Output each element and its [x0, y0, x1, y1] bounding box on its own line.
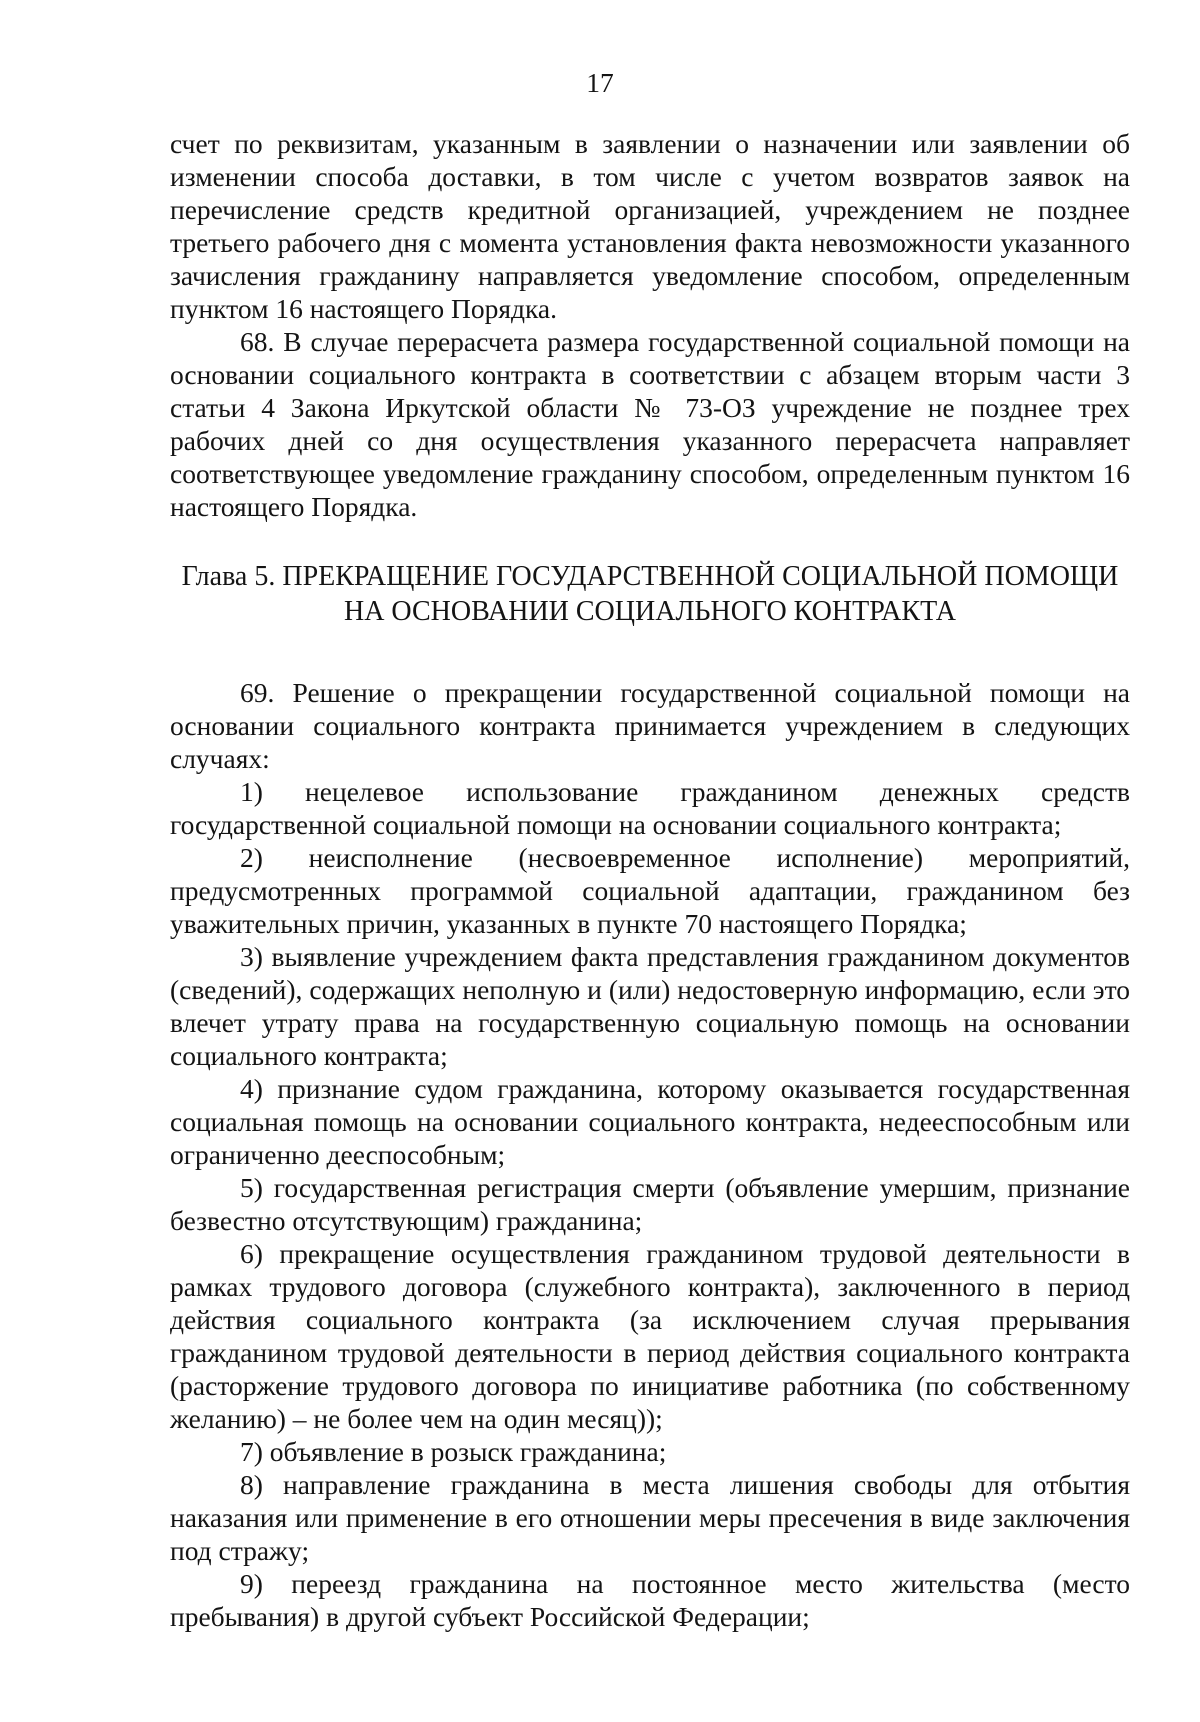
list-item-4: 4) признание судом гражданина, которому оказывается государственная социальная помощь на основании социального контракта, недееспособным или ограниченно дееспособным;: [170, 1073, 1130, 1170]
paragraph-68: 68. В случае перерасчета размера государственной социальной помощи на основании социального контракта в соответствии с абзацем вторым части 3 статьи 4 Закона Иркутской области № 73-ОЗ учреждение не позднее трех рабочих дней со дня осуществления указанного перерасчета направляет соответствующее уведомление гражданину способом, определенным пунктом 16 настоящего Порядка.: [170, 326, 1130, 522]
document-body: [170, 127, 1130, 1633]
list-item-8: 8) направление гражданина в места лишения свободы для отбытия наказания или применение в его отношении меры пресечения в виде заключения под стражу;: [170, 1469, 1130, 1566]
list-item-9: 9) переезд гражданина на постоянное место жительства (место пребывания) в другой субъект Российской Федерации;: [170, 1568, 1130, 1632]
paragraph-continuation: счет по реквизитам, указанным в заявлении о назначении или заявлении об изменении способа доставки, в том числе с учетом возвратов заявок на перечисление средств кредитной организацией, учреждением не позднее третьего рабочего дня с момента установления факта невозможности указанного зачисления гражданину направляется уведомление способом, определенным пунктом 16 настоящего Порядка.: [170, 128, 1130, 324]
paragraph-69: 69. Решение о прекращении государственной социальной помощи на основании социального контракта принимается учреждением в следующих случаях:: [170, 677, 1130, 774]
chapter-title-line-1: Глава 5. ПРЕКРАЩЕНИЕ ГОСУДАРСТВЕННОЙ СОЦИАЛЬНОЙ ПОМОЩИ: [181, 561, 1119, 592]
list-item-5: 5) государственная регистрация смерти (объявление умершим, признание безвестно отсутствующим) гражданина;: [170, 1172, 1130, 1236]
list-item-7: 7) объявление в розыск гражданина;: [240, 1436, 667, 1467]
list-item-3: 3) выявление учреждением факта представления гражданином документов (сведений), содержащих неполную и (или) недостоверную информацию, если это влечет утрату права на государственную социальную помощь на основании социального контракта;: [170, 941, 1130, 1071]
list-item-1: 1) нецелевое использование гражданином денежных средств государственной социальной помощи на основании социального контракта;: [170, 776, 1130, 840]
list-item-2: 2) неисполнение (несвоевременное исполнение) мероприятий, предусмотренных программой социальной адаптации, гражданином без уважительных причин, указанных в пункте 70 настоящего Порядка;: [170, 842, 1130, 939]
list-item-6: 6) прекращение осуществления гражданином трудовой деятельности в рамках трудового договора (служебного контракта), заключенного в период действия социального контракта (за исключением случая прерывания гражданином трудовой деятельности в период действия социального контракта (расторжение трудового договора по инициативе работника (по собственному желанию) – не более чем на один месяц));: [170, 1238, 1130, 1434]
page-number: 17: [586, 67, 614, 98]
chapter-title-line-2: НА ОСНОВАНИИ СОЦИАЛЬНОГО КОНТРАКТА: [343, 596, 957, 627]
chapter-title: [170, 559, 1130, 629]
